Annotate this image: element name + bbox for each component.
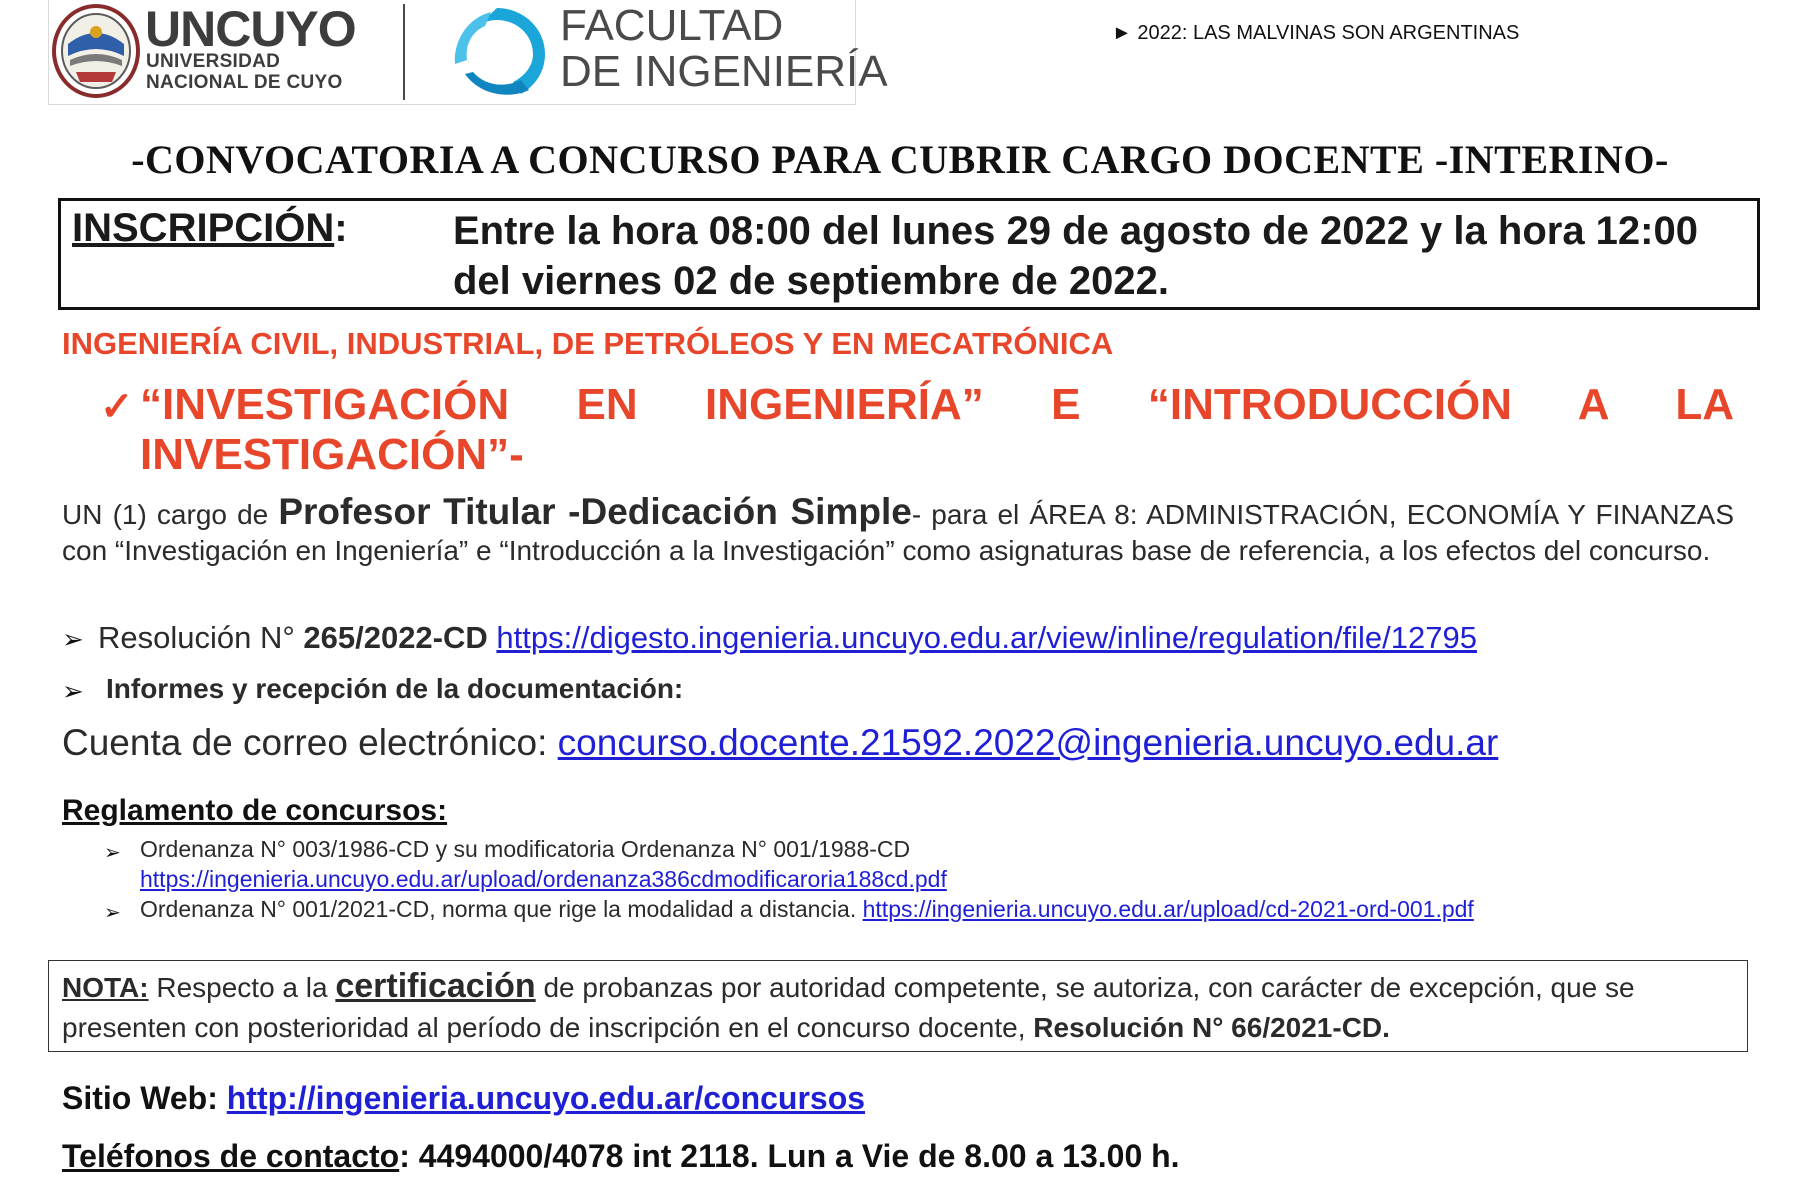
- nota-label: NOTA:: [62, 972, 149, 1003]
- subject-title-line2: INVESTIGACIÓN”-: [140, 430, 524, 479]
- nota-certificacion: certificación: [335, 967, 536, 1005]
- university-seal-icon: [52, 4, 140, 98]
- web-label: Sitio Web:: [62, 1080, 227, 1116]
- cargo-description: [62, 491, 1734, 569]
- malvinas-banner: ► 2022: LAS MALVINAS SON ARGENTINAS: [1112, 22, 1520, 44]
- correo-label: Cuenta de correo electrónico:: [62, 722, 558, 763]
- facultad-wordmark-line2: DE INGENIERÍA: [560, 47, 888, 96]
- resolucion-number: 265/2022-CD: [303, 620, 488, 655]
- subject-title-line1: “INVESTIGACIÓN EN INGENIERÍA” E “INTRODUCCIÓN A LA: [140, 380, 1734, 429]
- correo-line: [62, 722, 1498, 764]
- inscripcion-dates: Entre la hora 08:00 del lunes 29 de agosto de 2022 y la hora 12:00 del viernes 02 de septiembre de 2022.: [453, 209, 1698, 303]
- cargo-position: Profesor Titular -Dedicación Simple: [278, 491, 912, 532]
- nota-pre: Respecto a la: [148, 972, 336, 1003]
- nota-text: [62, 966, 1734, 1048]
- resolucion-prefix: Resolución N°: [98, 620, 304, 655]
- inscripcion-label: [72, 206, 348, 251]
- ordenanza-2-link[interactable]: https://ingenieria.uncuyo.edu.ar/upload/cd-2021-ord-001.pdf: [862, 896, 1474, 922]
- uncuyo-subtitle-line1: UNIVERSIDAD: [146, 51, 281, 72]
- cargo-prefix: UN (1) cargo de: [62, 499, 279, 530]
- arrow-bullet-icon: ➢: [62, 624, 84, 654]
- uncuyo-wordmark: UNCUYO: [145, 1, 356, 57]
- web-line: [62, 1080, 865, 1117]
- arrow-bullet-icon: ➢: [104, 902, 121, 924]
- arrow-bullet-icon: ➢: [104, 842, 121, 864]
- ordenanza-2-text: Ordenanza N° 001/2021-CD, norma que rige la modalidad a distancia.: [140, 896, 863, 922]
- informes-heading: Informes y recepción de la documentación:: [106, 673, 684, 704]
- telefonos-label: Teléfonos de contacto: [62, 1138, 400, 1174]
- arrow-bullet-icon: ➢: [62, 676, 84, 706]
- ordenanza-1-link[interactable]: https://ingenieria.uncuyo.edu.ar/upload/ordenanza386cdmodificaroria188cd.pdf: [140, 866, 947, 892]
- check-icon: ✓: [100, 385, 134, 429]
- ordenanza-1-text: Ordenanza N° 003/1986-CD y su modificatoria Ordenanza N° 001/1988-CD: [140, 836, 911, 862]
- facultad-wordmark-line1: FACULTAD: [560, 1, 784, 50]
- telefonos-line: [62, 1138, 1180, 1175]
- reglamento-heading: Reglamento de concursos:: [62, 794, 448, 827]
- facultad-logo-icon: [445, 2, 550, 102]
- nota-body: de probanzas por autoridad competente, se autoriza, con carácter de excepción, que se presenten con posterioridad al período de inscripción en el concurso docente,: [62, 972, 1635, 1043]
- inscripcion-label-text: INSCRIPCIÓN: [72, 206, 335, 250]
- resolucion-line: [98, 620, 1477, 656]
- logo-divider: [403, 4, 405, 100]
- ordenanza-2-line: [140, 896, 1474, 923]
- cargo-rest: - para el ÁREA 8: ADMINISTRACIÓN, ECONOMÍA Y FINANZAS con “Investigación en Ingeniería” e “Introducción a la Investigación” como asignaturas base de referencia, a los efectos del concurso.: [62, 499, 1734, 566]
- telefonos-text: : 4494000/4078 int 2118. Lun a Vie de 8.00 a 13.00 h.: [399, 1138, 1180, 1174]
- inscripcion-colon: :: [334, 206, 348, 250]
- carreras-heading: INGENIERÍA CIVIL, INDUSTRIAL, DE PETRÓLEOS Y EN MECATRÓNICA: [62, 326, 1114, 361]
- resolucion-link[interactable]: https://digesto.ingenieria.uncuyo.edu.ar/view/inline/regulation/file/12795: [496, 620, 1477, 655]
- web-link[interactable]: http://ingenieria.uncuyo.edu.ar/concursos: [226, 1080, 866, 1116]
- correo-email-link[interactable]: concurso.docente.21592.2022@ingenieria.uncuyo.edu.ar: [557, 722, 1499, 763]
- nota-resolucion: Resolución N° 66/2021-CD.: [1033, 1012, 1390, 1043]
- page-title: -CONVOCATORIA A CONCURSO PARA CUBRIR CARGO DOCENTE -INTERINO-: [131, 137, 1669, 182]
- uncuyo-subtitle-line2: NACIONAL DE CUYO: [146, 72, 343, 93]
